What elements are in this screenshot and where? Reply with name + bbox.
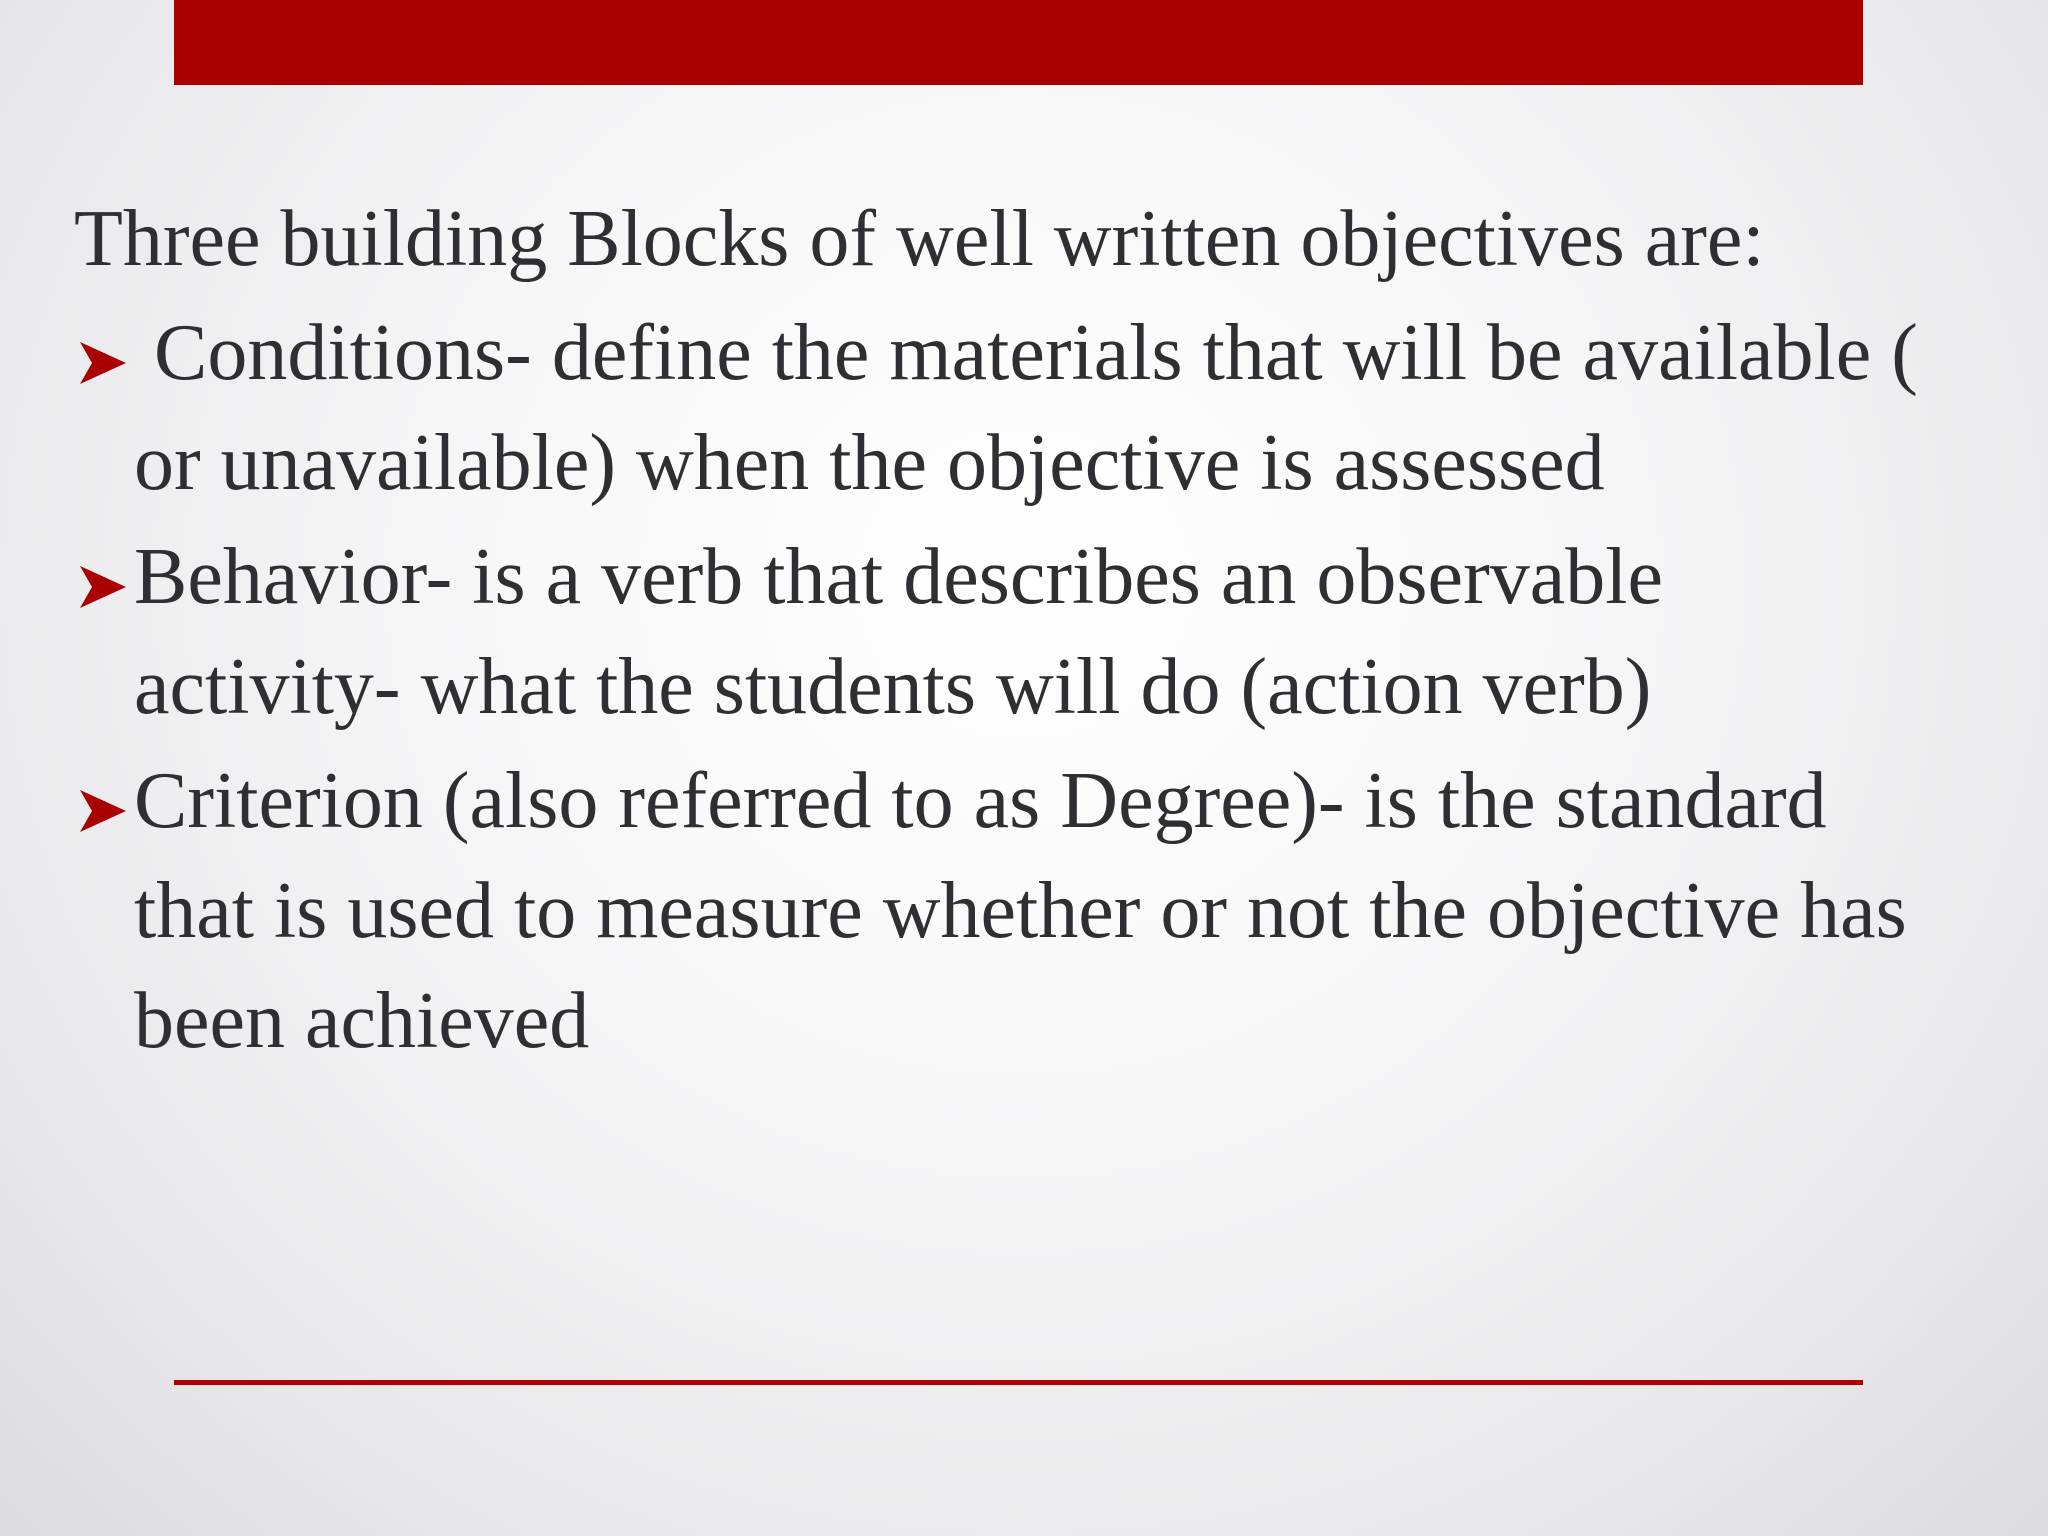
arrow-bullet-icon (74, 782, 132, 840)
bottom-accent-rule (174, 1380, 1863, 1385)
bullet-list (74, 298, 1934, 1076)
slide-content (74, 184, 1934, 1076)
arrow-bullet-icon (74, 334, 132, 392)
bullet-text-behavior: Behavior- is a verb that describes an observable activity- what the students will do (action verb) (134, 533, 1663, 731)
arrow-bullet-icon (74, 558, 132, 616)
bullet-item-behavior (74, 522, 1934, 742)
bullet-text-criterion: Criterion (also referred to as Degree)- is the standard that is used to measure whether or not the objective has been achieved (134, 757, 1907, 1065)
slide-intro-text: Three building Blocks of well written objectives are: (74, 195, 1765, 283)
bullet-item-criterion (74, 746, 1934, 1076)
top-accent-bar (174, 0, 1863, 85)
bullet-item-conditions (74, 298, 1934, 518)
bullet-text-conditions: Conditions- define the materials that will be available ( or unavailable) when the objective is assessed (134, 309, 1918, 507)
